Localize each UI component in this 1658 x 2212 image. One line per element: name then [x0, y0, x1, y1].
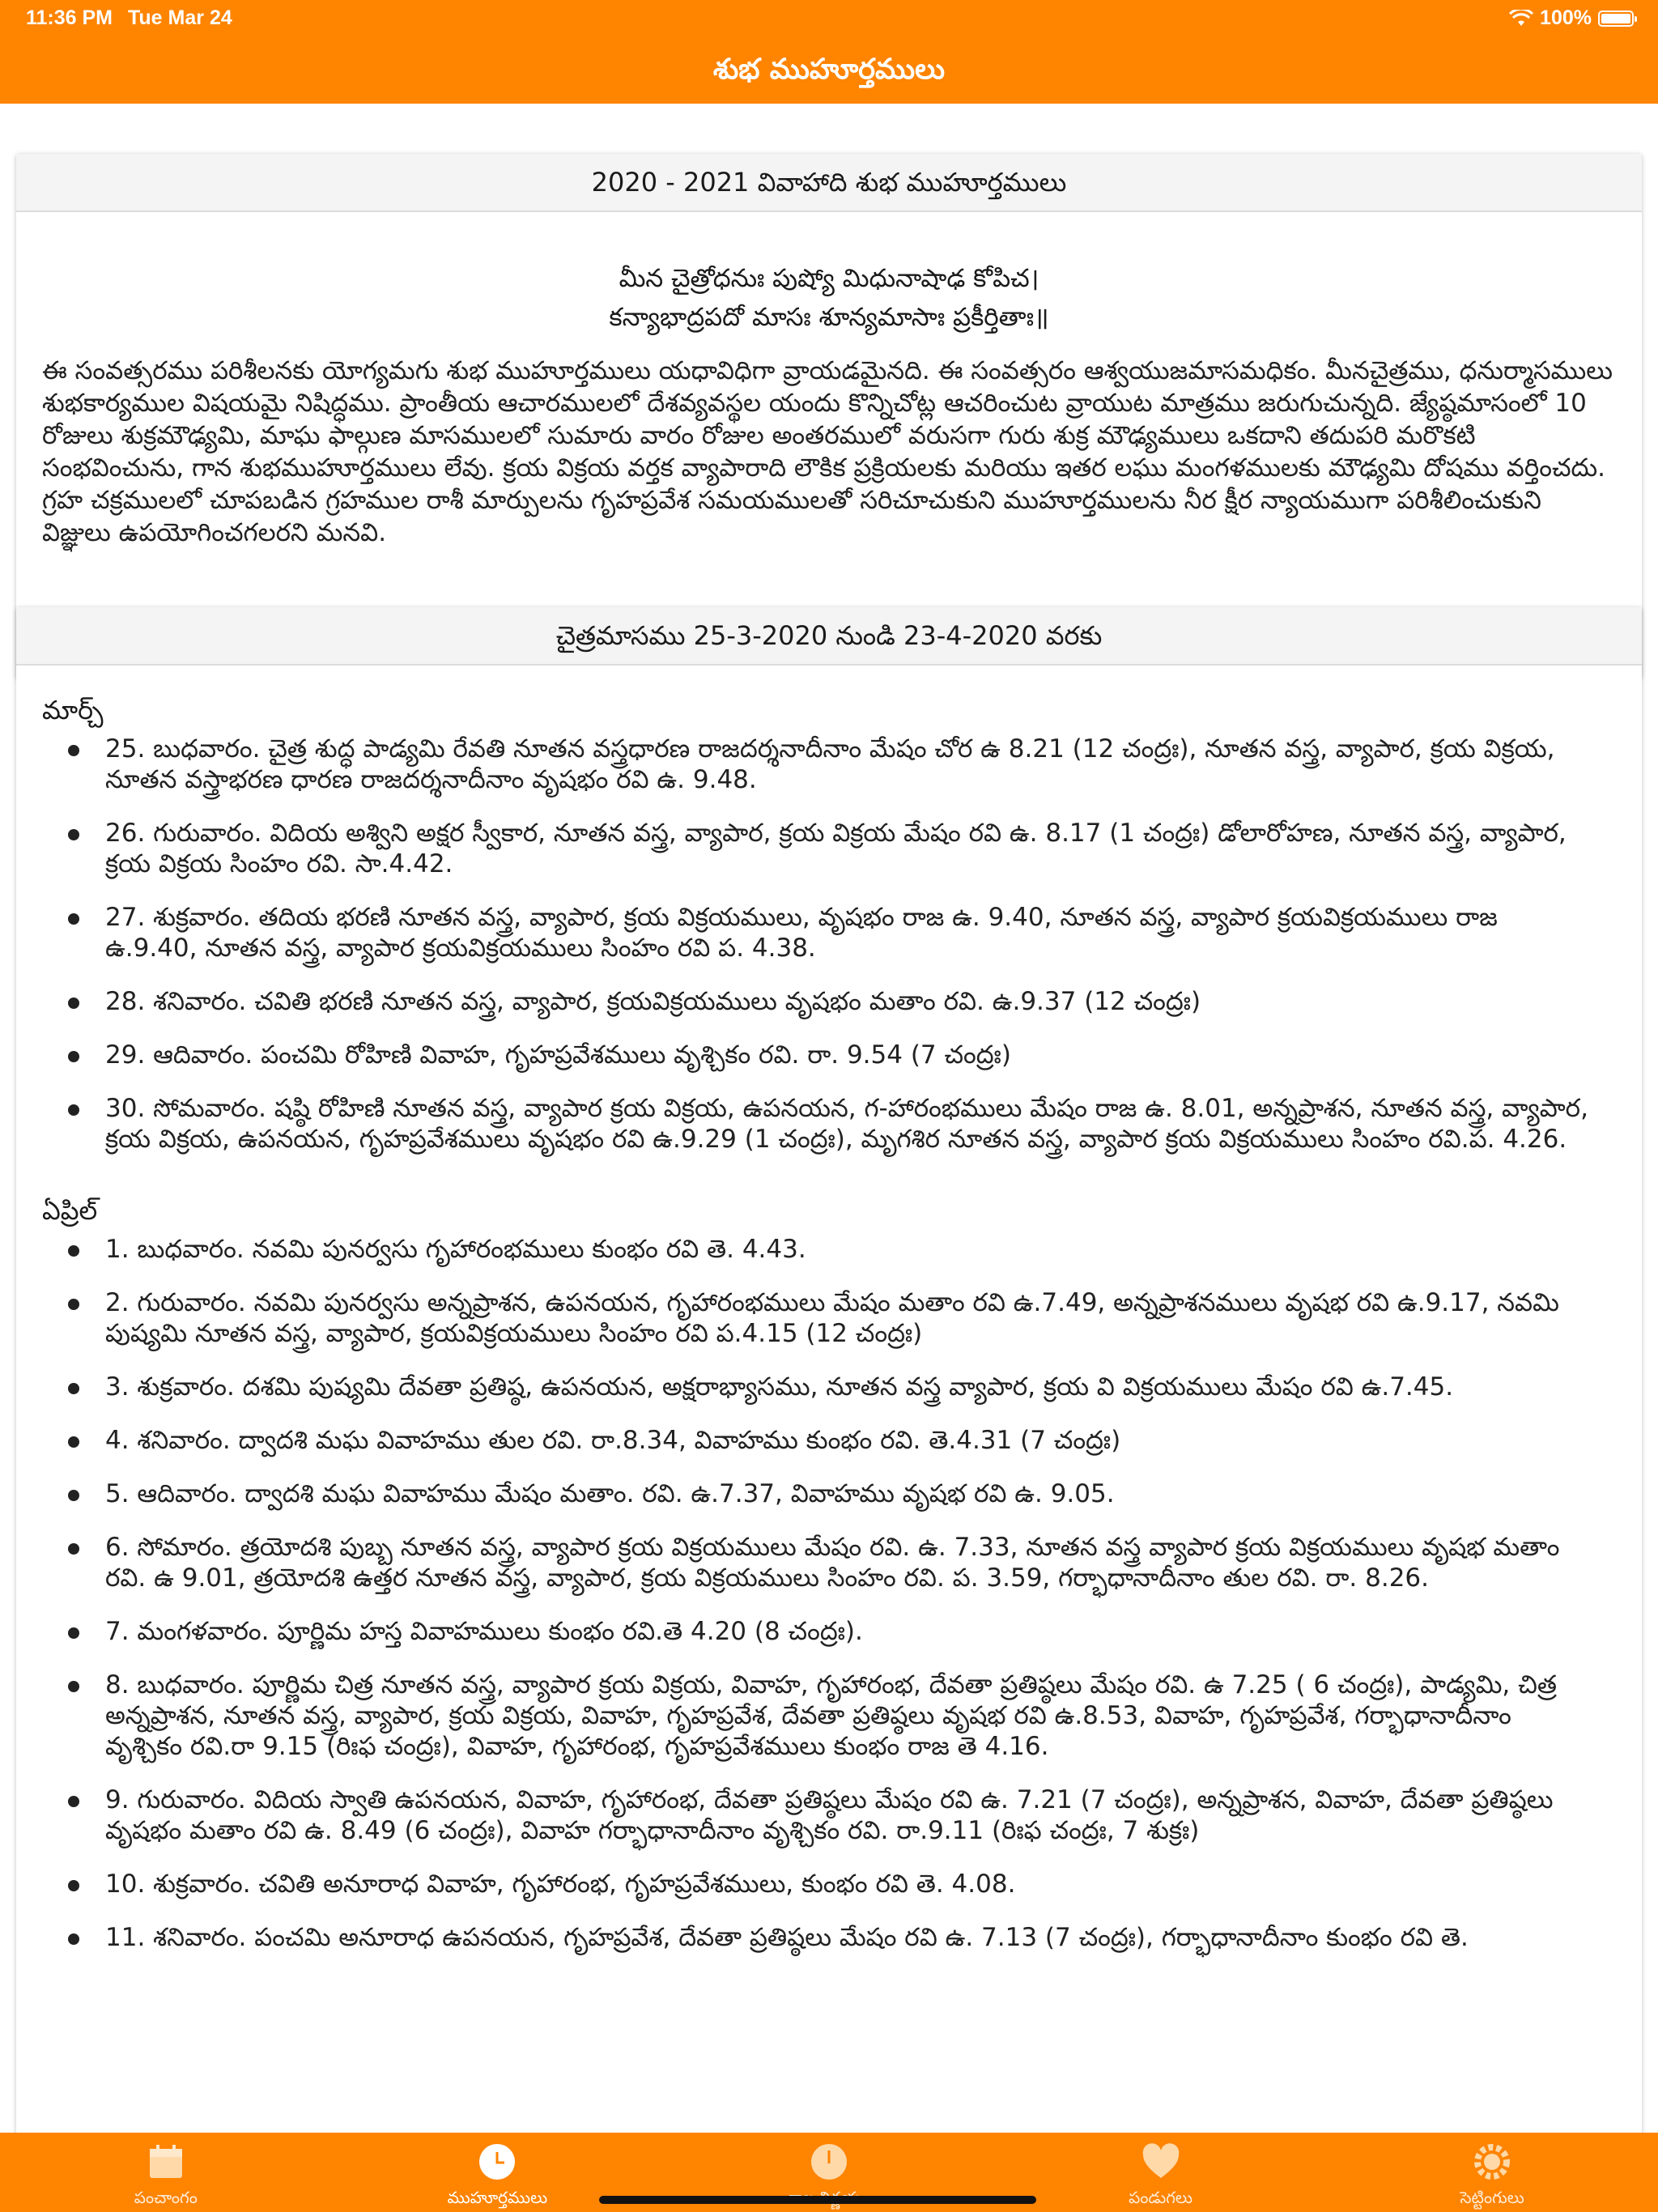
- battery-icon: [1598, 11, 1634, 27]
- month-heading-april: ఏప్రిల్: [42, 1195, 98, 1226]
- list-item: 26. గురువారం. విదియ అశ్విని అక్షర స్వీకార, నూతన వస్త్ర, వ్యాపార, క్రయ విక్రయ మేషం రవి ఉ. 8.17 (1 చంద్రః) డోలారోహణ, నూతన వస్త్ర, వ్యాపార, క్రయ విక్రయ సింహం రవి. సా.4.42.: [16, 818, 1593, 879]
- list-item: 6. సోమారం. త్రయోదశి పుబ్బ నూతన వస్త్ర, వ్యాపార క్రయ విక్రయములు మేషం రవి. ఉ. 7.33, నూతన వస్త్ర వ్యాపార క్రయ విక్రయములు వృషభ మతాం రవి. ఉ 9.01, త్రయోదశి ఉత్తర నూతన వస్త్ర, వ్యాపార, క్రయ విక్రయములు సింహం రవి. ప. 3.59, గర్భాధానాదీనాం తుల రవి. రా. 8.26.: [16, 1532, 1593, 1593]
- list-item: 2. గురువారం. నవమి పునర్వసు అన్నప్రాశన, ఉపనయన, గృహారంభములు మేషం మతాం రవి ఉ.7.49, అన్నప్రాశనములు వృషభ రవి ఉ.9.17, నవమి పుష్యమి నూతన వస్త్ర, వ్యాపార, క్రయవిక్రయములు సింహం రవి ప.4.15 (12 చంద్రః): [16, 1287, 1593, 1349]
- gear-icon: [1471, 2141, 1513, 2183]
- battery-percent: 100%: [1540, 6, 1592, 29]
- list-item: 25. బుధవారం. చైత్ర శుద్ధ పాడ్యమి రేవతి నూతన వస్త్రధారణ రాజదర్శనాదీనాం మేషం చోర ఉ 8.21 (12 చంద్రః), నూతన వస్త్ర, వ్యాపార, క్రయ విక్రయ, నూతన వస్త్రాభరణ ధారణ రాజదర్శనాదీనాం వృషభం రవి ఉ. 9.48.: [16, 734, 1593, 795]
- page-title: శుభ ముహూర్తములు: [712, 53, 946, 86]
- shloka-line-1: మీన చైత్రోధనుః పుష్యో మిధునాషాఢ కోపిచ।: [619, 264, 1039, 293]
- clock-icon: [476, 2141, 518, 2183]
- month-card-title: చైత్రమాసము 25-3-2020 నుండి 23-4-2020 వరకు: [16, 607, 1642, 666]
- wifi-icon: [1509, 10, 1533, 28]
- list-item: 9. గురువారం. విదియ స్వాతి ఉపనయన, వివాహ, గృహారంభ, దేవతా ప్రతిష్ఠలు మేషం రవి ఉ. 7.21 (7 చంద్రః), అన్నప్రాశన, వివాహ, దేవతా ప్రతిష్ఠలు వృషభం మతాం రవి ఉ. 8.49 (6 చంద్రః), వివాహ గర్భాధానాదీనాం వృశ్చికం రవి. రా.9.11 (రిఃఫ చంద్రః, 7 శుక్రః): [16, 1784, 1593, 1846]
- list-item: 5. ఆదివారం. ద్వాదశి మఘ వివాహము మేషం మతాం. రవి. ఉ.7.37, వివాహము వృషభ రవి ఉ. 9.05.: [16, 1478, 1593, 1509]
- heart-icon: [1140, 2141, 1182, 2183]
- status-time: 11:36 PM: [26, 6, 113, 29]
- timer-icon: [808, 2141, 850, 2183]
- tab-label: సెట్టింగులు: [1460, 2188, 1524, 2207]
- list-item: 10. శుక్రవారం. చవితి అనూరాధ వివాహ, గృహారంభ, గృహప్రవేశములు, కుంభం రవి తె. 4.08.: [16, 1869, 1593, 1899]
- status-date: Tue Mar 24: [128, 6, 232, 29]
- tab-bar: [0, 2133, 1658, 2212]
- list-item: 7. మంగళవారం. పూర్ణిమ హస్త వివాహములు కుంభం రవి.తె 4.20 (8 చంద్రః).: [16, 1616, 1593, 1647]
- shloka: [16, 259, 1642, 337]
- tab-settings[interactable]: [1326, 2133, 1658, 2212]
- month-card: [16, 607, 1642, 2133]
- tab-panchangam[interactable]: [0, 2133, 332, 2212]
- list-item: 30. సోమవారం. షష్ఠి రోహిణి నూతన వస్త్ర, వ్యాపార క్రయ విక్రయ, ఉపనయన, గ-హారంభములు మేషం రాజ ఉ. 8.01, అన్నప్రాశన, నూతన వస్త్ర, వ్యాపార, క్రయ విక్రయ, ఉపనయన, గృహప్రవేశములు వృషభం రవి ఉ.9.29 (1 చంద్రః), మృగశిర నూతన వస్త్ర, వ్యాపార క్రయ విక్రయములు సింహం రవి.ప. 4.26.: [16, 1093, 1593, 1155]
- month-heading-march: మార్చ్: [42, 695, 104, 725]
- intro-paragraph: ఈ సంవత్సరము పరిశీలనకు యోగ్యమగు శుభ ముహూర్తములు యధావిధిగా వ్రాయడమైనది. ఈ సంవత్సరం ఆశ్వయుజమాసమధికం. మీనచైత్రము, ధనుర్మాసములు శుభకార్యముల విషయమై నిషిద్ధము. ప్రాంతీయ ఆచారములలో దేశవ్యవస్థల యందు కొన్నిచోట్ల ఆచరించుట వ్రాయుట మాత్రము జరుగుచున్నది. జ్యేష్ఠమాసంలో 10 రోజులు శుక్రమౌఢ్యమి, మాఘ ఫాల్గుణ మాసములలో సుమారు వారం రోజుల అంతరములో వరుసగా గురు శుక్ర మౌఢ్యములు ఒకదాని తదుపరి మరొకటి సంభవించును, గాన శుభముహూర్తములు లేవు. క్రయ విక్రయ వర్తక వ్యాపారాది లౌకిక ప్రక్రియలకు మరియు ఇతర లఘు మంగళములకు మౌఢ్యమి దోషము వర్తించదు. గ్రహ చక్రములలో చూపబడిన గ్రహముల రాశీ మార్పులను గృహప్రవేశ సమయములతో సరిచూచుకుని ముహూర్తములను నీర క్షీర న్యాయముగా పరిశీలించుకుని విజ్ఞులు ఉపయోగించగలరని మనవి.: [42, 356, 1613, 547]
- home-indicator: [599, 2196, 1036, 2204]
- list-item: 8. బుధవారం. పూర్ణిమ చిత్ర నూతన వస్త్ర, వ్యాపార క్రయ విక్రయ, వివాహ, గృహారంభ, దేవతా ప్రతిష్ఠలు మేషం రవి. ఉ 7.25 ( 6 చంద్రః), పాడ్యమి, చిత్ర అన్నప్రాశన, నూతన వస్త్ర, వ్యాపార, క్రయ విక్రయ, వివాహ, గృహప్రవేశ, దేవతా ప్రతిష్ఠలు వృషభ రవి ఉ.8.53, వివాహ, గృహప్రవేశ, గర్భాధానాదీనాం వృశ్చికం రవి.రా 9.15 (రిఃఫ చంద్రః), వివాహ, గృహారంభ, గృహప్రవేశములు కుంభం రాజ తె 4.16.: [16, 1670, 1593, 1762]
- status-right: [1509, 6, 1634, 30]
- calendar-icon: [145, 2141, 187, 2183]
- intro-card-title: 2020 - 2021 వివాహాది శుభ ముహూర్తములు: [16, 154, 1642, 212]
- tab-label: పంచాంగం: [134, 2188, 198, 2207]
- nav-bar: [0, 37, 1658, 104]
- list-item: 4. శనివారం. ద్వాదశి మఘ వివాహము తుల రవి. రా.8.34, వివాహము కుంభం రవి. తె.4.31 (7 చంద్రః): [16, 1425, 1593, 1456]
- intro-card: [16, 154, 1642, 678]
- list-item: 29. ఆదివారం. పంచమి రోహిణి వివాహ, గృహప్రవేశములు వృశ్చికం రవి. రా. 9.54 (7 చంద్రః): [16, 1040, 1593, 1070]
- list-item: 11. శనివారం. పంచమి అనూరాధ ఉపనయన, గృహప్రవేశ, దేవతా ప్రతిష్ఠలు మేషం రవి ఉ. 7.13 (7 చంద్రః), గర్భాధానాదీనాం కుంభం రవి తె.: [16, 1922, 1593, 1953]
- shloka-line-2: కన్యాభాద్రపదో మాసః శూన్యమాసాః ప్రకీర్తితాః॥: [609, 303, 1049, 332]
- status-bar: [0, 0, 1658, 37]
- march-list: [16, 734, 1642, 1155]
- list-item: 1. బుధవారం. నవమి పునర్వసు గృహారంభములు కుంభం రవి తె. 4.43.: [16, 1234, 1593, 1265]
- tab-pandugalu[interactable]: [995, 2133, 1327, 2212]
- list-item: 28. శనివారం. చవితి భరణి నూతన వస్త్ర, వ్యాపార, క్రయవిక్రయములు వృషభం మతాం రవి. ఉ.9.37 (12 చంద్రః): [16, 986, 1593, 1017]
- list-item: 27. శుక్రవారం. తదియ భరణి నూతన వస్త్ర, వ్యాపార, క్రయ విక్రయములు, వృషభం రాజ ఉ. 9.40, నూతన వస్త్ర, వ్యాపార క్రయవిక్రయములు రాజ ఉ.9.40, నూతన వస్త్ర, వ్యాపార క్రయవిక్రయములు సింహం రవి ప. 4.38.: [16, 902, 1593, 963]
- content-scroll[interactable]: [0, 104, 1658, 2133]
- tab-label: ముహూర్తములు: [447, 2188, 548, 2207]
- april-list: [16, 1234, 1642, 1953]
- list-item: 3. శుక్రవారం. దశమి పుష్యమి దేవతా ప్రతిష్ఠ, ఉపనయన, అక్షరాభ్యాసము, నూతన వస్త్ర వ్యాపార, క్రయ వి విక్రయములు మేషం రవి ఉ.7.45.: [16, 1372, 1593, 1402]
- tab-label: పండుగలు: [1129, 2188, 1192, 2207]
